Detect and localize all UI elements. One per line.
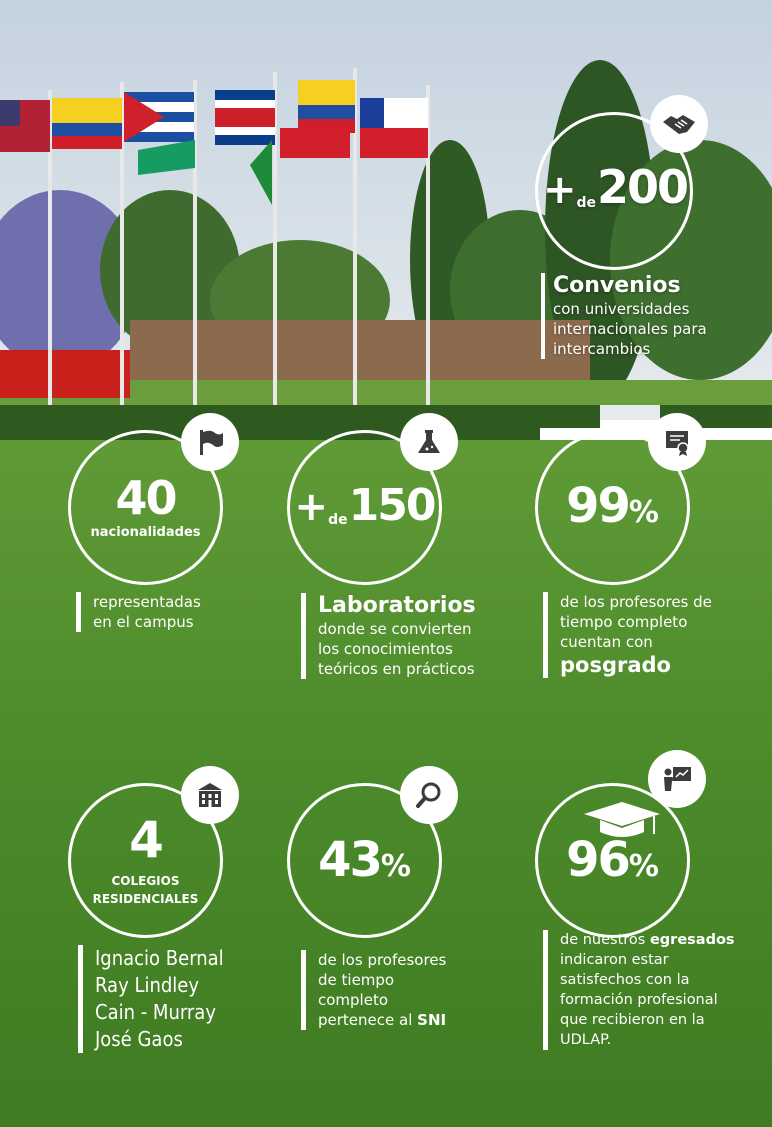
handshake-badge: [650, 95, 708, 153]
sni-bold: SNI: [417, 1011, 447, 1029]
laboratorios-line-2: los conocimientos: [318, 640, 453, 658]
egresados-first-prefix: de nuestros: [560, 932, 650, 948]
colegio-name-1: Ignacio Bernal: [95, 946, 224, 970]
sni-desc: [301, 950, 508, 1030]
certificate-badge: [648, 413, 706, 471]
laboratorios-line-1: donde se convierten: [318, 620, 472, 638]
laboratorios-de: de: [328, 512, 348, 528]
laboratorios-title: Laboratorios: [318, 593, 476, 618]
egresados-line-6: UDLAP.: [560, 1032, 612, 1048]
flask-icon: [414, 427, 444, 457]
nacionalidades-number: 40: [115, 471, 176, 525]
convenios-line-2: internacionales para: [553, 320, 707, 338]
posgrado-line-2: tiempo completo: [560, 613, 688, 631]
posgrado-line-1: de los profesores de: [560, 593, 712, 611]
egresados-bold: egresados: [649, 932, 735, 948]
egresados-line-4: formación profesional: [560, 992, 718, 1008]
colegios-label-2: RESIDENCIALES: [92, 892, 199, 906]
nacionalidades-line-1: representadas: [93, 593, 201, 611]
convenios-line-1: con universidades: [553, 300, 690, 318]
nacionalidades-label: nacionalidades: [90, 525, 201, 540]
laboratorios-line-3: teóricos en prácticos: [318, 660, 475, 678]
certificate-icon: [662, 427, 692, 457]
sni-number: 43: [318, 832, 381, 888]
laboratorios-desc: [301, 593, 518, 679]
colegio-name-3: Cain - Murray: [95, 1000, 216, 1024]
posgrado-line-3: cuentan con: [560, 633, 653, 651]
flask-badge: [400, 413, 458, 471]
posgrado-bold: posgrado: [560, 653, 671, 677]
sni-line-2: de tiempo: [318, 971, 395, 989]
laboratorios-plus: +: [294, 484, 329, 530]
teacher-icon: [660, 763, 694, 795]
colegios-label-1: COLEGIOS: [111, 874, 180, 888]
convenios-desc: [541, 273, 763, 359]
sni-line-4: [318, 1010, 508, 1030]
convenios-number: 200: [597, 160, 688, 214]
sni-percent: %: [380, 849, 411, 884]
laboratorios-number: 150: [348, 480, 435, 531]
posgrado-number: 99: [566, 478, 629, 534]
convenios-line-3: intercambios: [553, 340, 651, 358]
magnifier-icon: [414, 780, 444, 810]
egresados-line-3: satisfechos con la: [560, 972, 690, 988]
nacionalidades-line-2: en el campus: [93, 613, 194, 631]
colegio-name-4: José Gaos: [95, 1027, 183, 1051]
sni-line-1: de los profesores: [318, 951, 447, 969]
building-icon: [194, 780, 226, 810]
convenios-plus: +: [542, 167, 577, 213]
egresados-line-1: [560, 930, 770, 950]
handshake-icon: [661, 110, 697, 138]
nacionalidades-desc: [76, 592, 253, 632]
magnifier-badge: [400, 766, 458, 824]
flag-icon: [195, 427, 225, 457]
posgrado-desc: [543, 592, 760, 678]
convenios-de: de: [576, 195, 596, 211]
egresados-line-5: que recibieron en la: [560, 1012, 705, 1028]
colegios-number: 4: [129, 811, 162, 869]
posgrado-percent: %: [628, 495, 659, 530]
egresados-desc: [543, 930, 770, 1050]
flag-badge: [181, 413, 239, 471]
convenios-title: Convenios: [553, 273, 681, 298]
colegios-names: [78, 945, 270, 1053]
egresados-line-2: indicaron estar: [560, 952, 669, 968]
sni-line-3: completo: [318, 991, 389, 1009]
egresados-percent: %: [628, 849, 659, 884]
colegio-name-2: Ray Lindley: [95, 973, 200, 997]
sni-last-prefix: pertenece al: [318, 1011, 418, 1029]
egresados-number: 96: [566, 832, 629, 888]
